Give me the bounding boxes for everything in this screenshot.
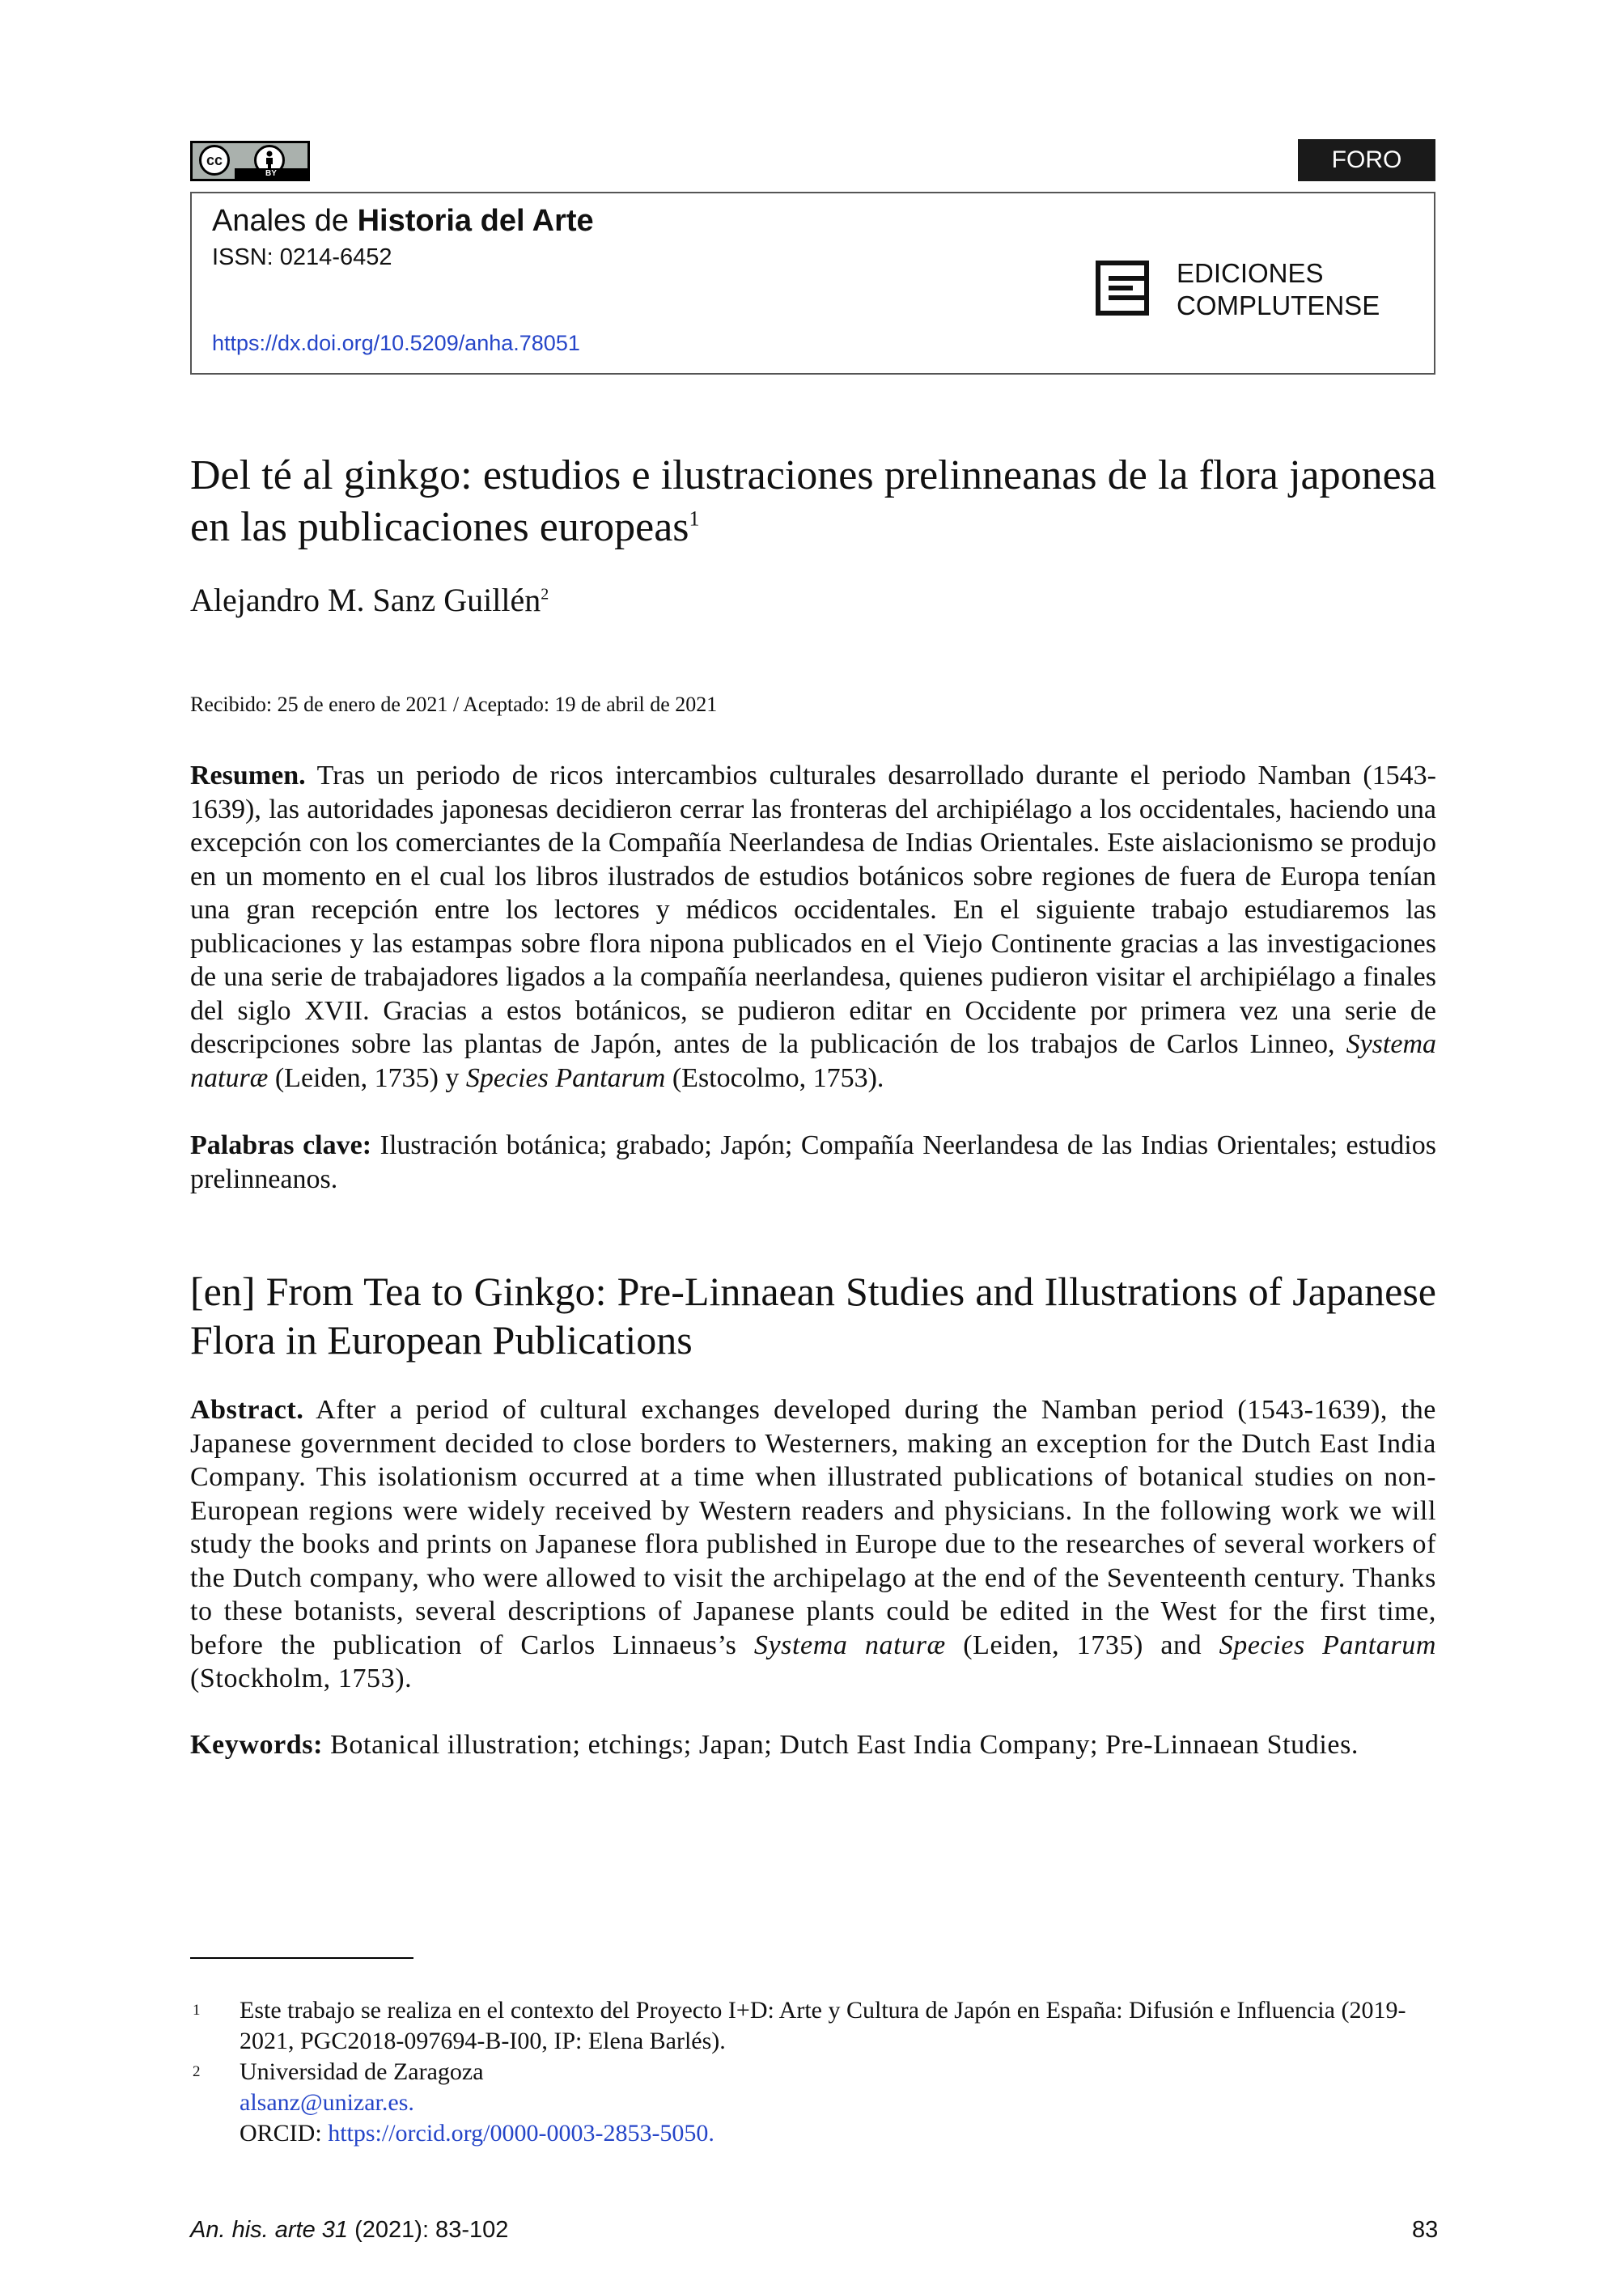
doi-link[interactable]: https://dx.doi.org/10.5209/anha.78051 [212,331,580,355]
cc-by-license-badge [190,141,310,181]
title-footnote-ref[interactable]: 1 [689,506,700,531]
orcid-link[interactable]: https://orcid.org/0000-0003-2853-5050. [328,2120,714,2147]
by-label: BY [235,168,307,179]
orcid-label: ORCID: [240,2120,329,2147]
article-title: Del té al ginkgo: estudios e ilustraciones prelinneanas de la flora japonesa en las publicaciones europeas$^1$ [190,452,1436,550]
footnote-2 [240,2057,1436,2149]
section-label: FORO [1298,139,1435,181]
article-author: Alejandro M. Sanz Guillén$^2$ [190,582,549,618]
footnote-2-number: 2 [193,2063,201,2080]
publisher-name: EDICIONES COMPLUTENSE [1177,258,1380,320]
footer-citation: An. his. arte 31 (2021): 83-102 [190,2217,509,2243]
abstract-es: Resumen. Tras un periodo de ricos intercambios culturales desarrollado durante el periodo Namban (1543-1639), las autoridades japonesas decidieron cerrar las fronteras del archipiélago a los occidentales, haciendo una excepción con los comerciantes de la Compañía Neerlandesa de Indias Orientales. Este aislacionismo se produjo en un momento en el cual los libros ilustrados de estudios botánicos sobre regiones de fuera de Europa tenían una gran recepción entre los lectores y médicos occidentales. En el siguiente trabajo estudiaremos las publicaciones y las estampas sobre flora nipona publicados en el Viejo Continente gracias a las investigaciones de una serie de trabajadores ligados a la compañía neerlandesa, quienes pudieron visitar el archipiélago a finales del siglo XVII. Gracias a estos botánicos, se pudieron editar en Occidente por primera vez una serie de descripciones sobre las plantas de Japón, antes de la publicación de los trabajos de Carlos Linneo, Systema naturæ (Leiden, 1735) y Species Pantarum (Estocolmo, 1753). [190,761,1436,1093]
english-title: [en] From Tea to Ginkgo: Pre-Linnaean Studies and Illustrations of Japanese Flora in European Publications [190,1269,1436,1363]
author-affiliation: Universidad de Zaragoza [240,2058,484,2085]
abstract-en: Abstract. After a period of cultural exchanges developed during the Namban period (1543-1639), the Japanese government decided to close borders to Westerners, making an exception for the Dutch East India Company. This isolationism occurred at a time when illustrated publications of botanical studies on non-European regions were widely received by Western readers and physicians. In the following work we will study the books and prints on Japanese flora published in Europe due to the researches of several workers of the Dutch company, who were allowed to visit the archipelago at the end of the Seventeenth century. Thanks to these botanists, several descriptions of Japanese plants could be edited in the West for the first time, before the publication of Carlos Linnaeus’s Systema naturæ (Leiden, 1735) and Species Pantarum (Stockholm, 1753). [190,1395,1436,1693]
journal-issn: ISSN: 0214-6452 [212,244,392,270]
ediciones-complutense-logo-icon [1096,261,1149,316]
page-number: 83 [1412,2217,1439,2243]
author-email-link[interactable]: alsanz@unizar.es. [240,2089,414,2116]
footnote-1-number: 1 [193,2002,201,2019]
footnote-divider [190,1957,413,1959]
keywords-es: Palabras clave: Ilustración botánica; grabado; Japón; Compañía Neerlandesa de las Indias Orientales; estudios prelinneanos. [190,1130,1436,1194]
keywords-en: Keywords: Botanical illustration; etchings; Japan; Dutch East India Company; Pre-Linnaean Studies. [190,1730,1359,1760]
journal-name: Anales de Historia del Arte [212,204,594,238]
footnote-1: Este trabajo se realiza en el contexto del Proyecto I+D: Arte y Cultura de Japón en España: Difusión e Influencia (2019-2021, PGC2018-097694-B-I00, IP: Elena Barlés). [240,1997,1406,2054]
author-footnote-ref[interactable]: 2 [541,585,549,604]
received-accepted-dates: Recibido: 25 de enero de 2021 / Aceptado: 19 de abril de 2021 [190,693,718,716]
cc-icon: cc [199,145,230,176]
